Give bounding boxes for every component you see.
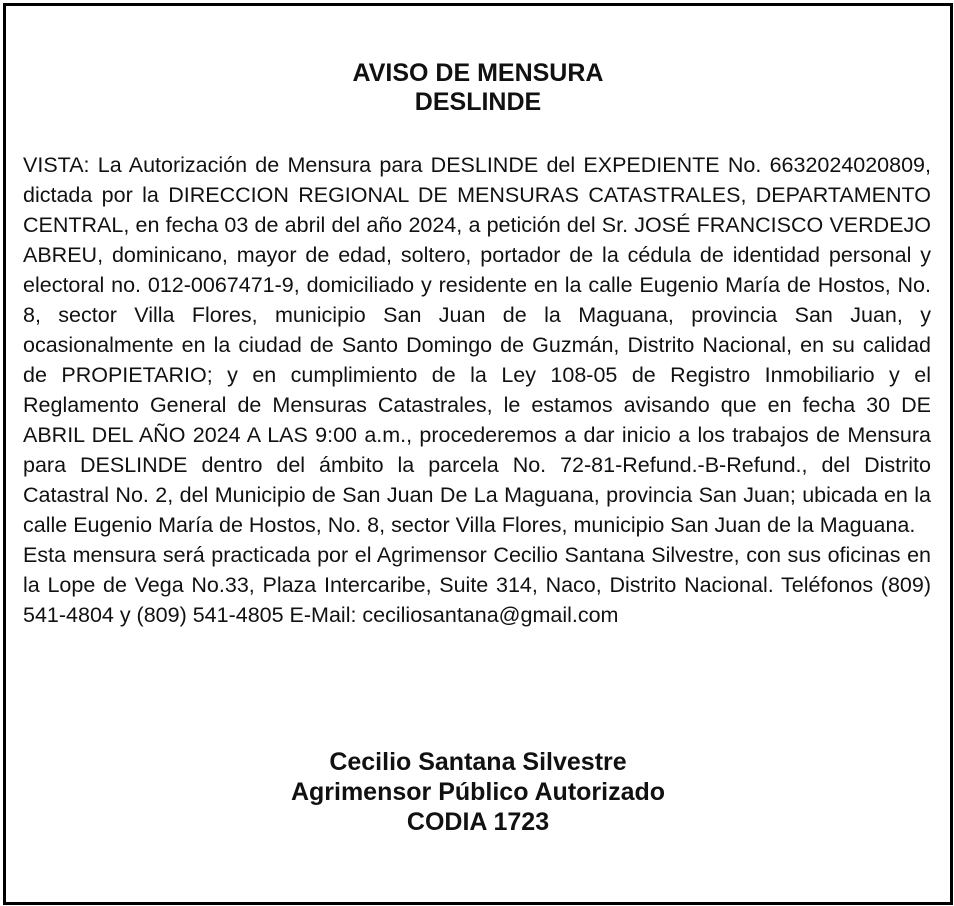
notice-paragraph-vista: VISTA: La Autorización de Mensura para DESLINDE del EXPEDIENTE No. 6632024020809, dictada por la DIRECCION REGIONAL DE MENSURAS CATASTRALES, DEPARTAMENTO CENTRAL, en fecha 03 de abril del año 2024, a petición del Sr. JOSÉ FRANCISCO VERDEJO ABREU, dominicano, mayor de edad, soltero, portador de la cédula de identidad personal y electoral no. 012-0067471-9, domiciliado y residente en la calle Eugenio María de Hostos, No. 8, sector Villa Flores, municipio San Juan de la Maguana, provincia San Juan, y ocasionalmente en la ciudad de Santo Domingo de Guzmán, Distrito Nacional, en su calidad de PROPIETARIO; y en cumplimiento de la Ley 108-05 de Registro Inmobiliario y el Reglamento General de Mensuras Catastrales, le estamos avisando que en fecha 30 DE ABRIL DEL AÑO 2024 A LAS 9:00 a.m., procederemos a dar inicio a los trabajos de Mensura para DESLINDE dentro del ámbito la parcela No. 72-81-Refund.-B-Refund., del Distrito Catastral No. 2, del Municipio de San Juan De La Maguana, provincia San Juan; ubicada en la calle Eugenio María de Hostos, No. 8, sector Villa Flores, municipio San Juan de la Maguana. xyxy=(23,153,931,537)
notice-frame xyxy=(3,3,953,905)
notice-title-line1: AVISO DE MENSURA xyxy=(352,59,604,87)
signature-name: Cecilio Santana Silvestre xyxy=(329,748,627,776)
notice-paragraph-surveyor: Esta mensura será practicada por el Agrimensor Cecilio Santana Silvestre, con sus oficinas en la Lope de Vega No.33, Plaza Intercaribe, Suite 314, Naco, Distrito Nacional. Teléfonos (809) 541-4804 y (809) 541-4805 E-Mail: ceciliosantana@gmail.com xyxy=(23,543,931,627)
signature-role: Agrimensor Público Autorizado xyxy=(290,778,666,806)
notice-title-line2: DESLINDE xyxy=(414,88,542,116)
notice-title xyxy=(6,59,950,117)
signature-block xyxy=(6,747,950,837)
notice-body xyxy=(23,150,931,630)
signature-codia: CODIA 1723 xyxy=(406,808,550,836)
